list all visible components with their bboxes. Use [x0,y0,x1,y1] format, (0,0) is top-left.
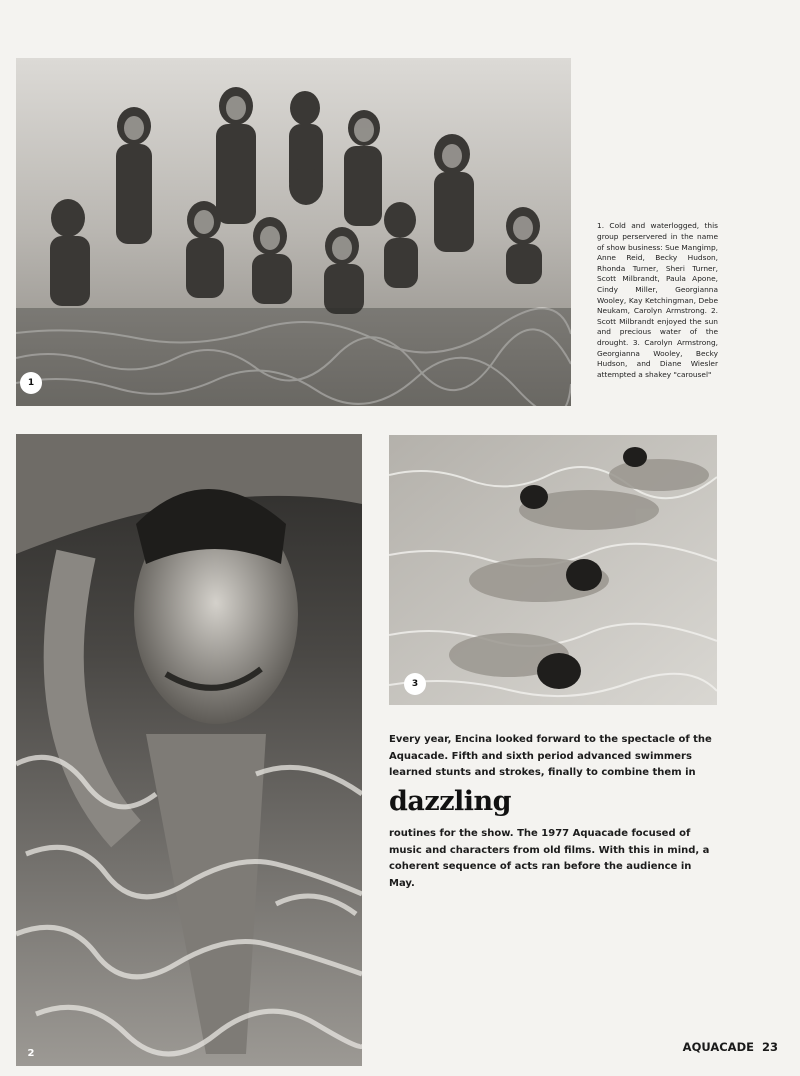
photo-caption: 1. Cold and waterlogged, this group perservered in the name of show business: Sue Mangimp, Anne Reid, Becky Hudson, Rhonda Turner, Sheri Turner, Scott Milbrandt, Paula Apone, Cindy Miller, Georgianna Wooley, Kay Ketchingman, Debe Neukam, Carolyn Armstrong. 2. Scott Milbrandt enjoyed the sun and precious water of the drought. 3. Carolyn Armstrong, Georgianna Wooley, Becky Hudson, and Diane Wiesler attempted a shakey "carousel" [597,221,718,379]
photo-number-3: 3 [404,673,426,695]
photo-number-1: 1 [20,372,42,394]
carousel-formation-photo [389,435,717,705]
footer-page-number: 23 [761,1040,778,1054]
article-headline: dazzling [389,786,512,817]
page-footer [675,1040,778,1054]
photo-number-2: 2 [27,1047,35,1059]
swimmer-closeup-photo [16,434,362,1066]
group-photo [16,58,571,406]
article-intro: Every year, Encina looked forward to the spectacle of the Aquacade. Fifth and sixth period advanced swimmers learned stunts and strokes, finally to combine them in [389,734,712,778]
article-continuation: routines for the show. The 1977 Aquacade focused of music and characters from old films. With this in mind, a coherent sequence of acts ran before the audience in May. [389,828,710,889]
footer-section-title: AQUACADE [682,1040,754,1054]
